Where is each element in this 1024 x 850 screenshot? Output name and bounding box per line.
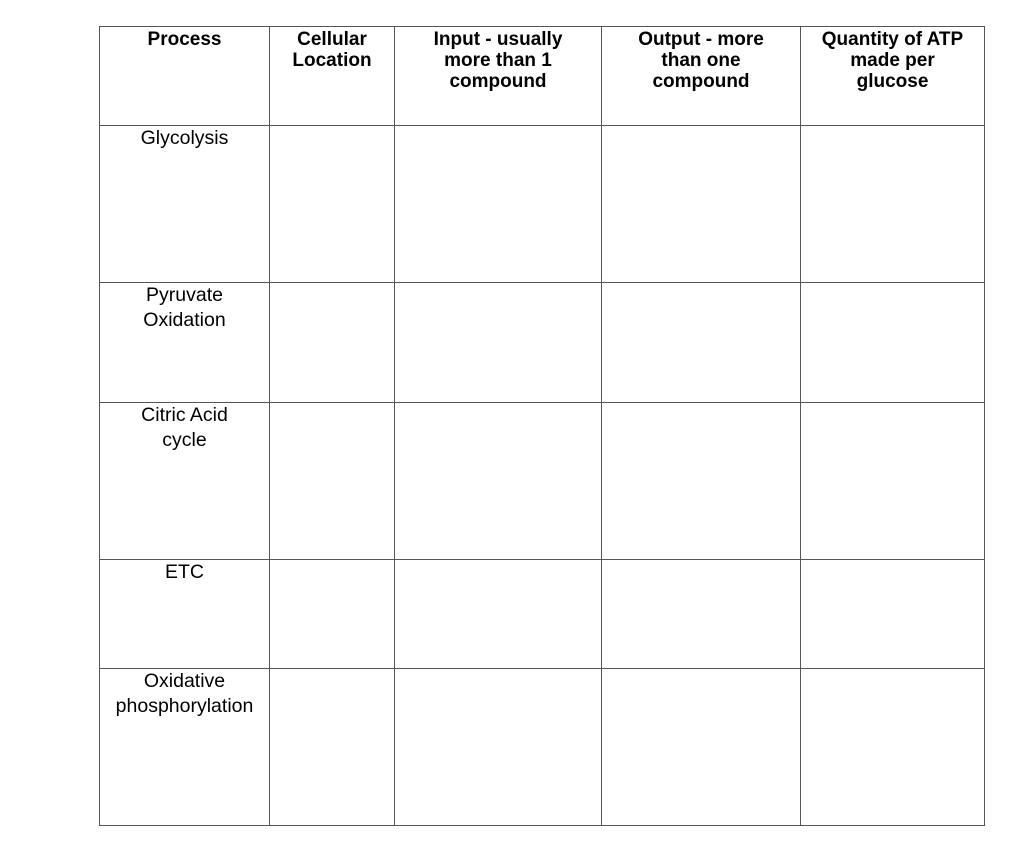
process-cell — [100, 283, 270, 403]
header-output — [602, 27, 801, 126]
cellular-respiration-table — [99, 26, 985, 826]
header-input-label: Input - usually more than 1 compound — [433, 29, 563, 92]
table-row-pyruvate-oxidation — [100, 283, 985, 403]
process-cell — [100, 669, 270, 826]
cellular-location-cell[interactable] — [270, 403, 395, 560]
output-cell[interactable] — [602, 560, 801, 669]
cellular-location-cell[interactable] — [270, 126, 395, 283]
header-cellular-location — [270, 27, 395, 126]
input-cell[interactable] — [395, 283, 602, 403]
process-cell — [100, 403, 270, 560]
atp-quantity-cell[interactable] — [801, 669, 985, 826]
output-cell[interactable] — [602, 126, 801, 283]
table-row-etc — [100, 560, 985, 669]
input-cell[interactable] — [395, 560, 602, 669]
output-cell[interactable] — [602, 283, 801, 403]
cellular-location-cell[interactable] — [270, 283, 395, 403]
header-output-label: Output - more than one compound — [638, 29, 764, 92]
table-row-glycolysis — [100, 126, 985, 283]
input-cell[interactable] — [395, 403, 602, 560]
header-cellular-location-label: Cellular Location — [292, 29, 372, 71]
process-label: Oxidative phosphorylation — [115, 670, 254, 717]
process-label: Glycolysis — [140, 127, 229, 149]
atp-quantity-cell[interactable] — [801, 126, 985, 283]
header-input — [395, 27, 602, 126]
table-row-oxidative-phosphorylation — [100, 669, 985, 826]
input-cell[interactable] — [395, 126, 602, 283]
table-row-citric-acid-cycle — [100, 403, 985, 560]
header-process — [100, 27, 270, 126]
atp-quantity-cell[interactable] — [801, 283, 985, 403]
output-cell[interactable] — [602, 669, 801, 826]
process-label: Pyruvate Oxidation — [143, 284, 226, 331]
header-process-label: Process — [147, 29, 222, 50]
process-label: Citric Acid cycle — [141, 404, 228, 451]
process-label: ETC — [165, 561, 204, 583]
header-row — [100, 27, 985, 126]
input-cell[interactable] — [395, 669, 602, 826]
header-atp-quantity-label: Quantity of ATP made per glucose — [821, 29, 964, 92]
header-atp-quantity — [801, 27, 985, 126]
output-cell[interactable] — [602, 403, 801, 560]
cellular-location-cell[interactable] — [270, 560, 395, 669]
atp-quantity-cell[interactable] — [801, 560, 985, 669]
process-cell — [100, 126, 270, 283]
atp-quantity-cell[interactable] — [801, 403, 985, 560]
process-cell — [100, 560, 270, 669]
cellular-location-cell[interactable] — [270, 669, 395, 826]
